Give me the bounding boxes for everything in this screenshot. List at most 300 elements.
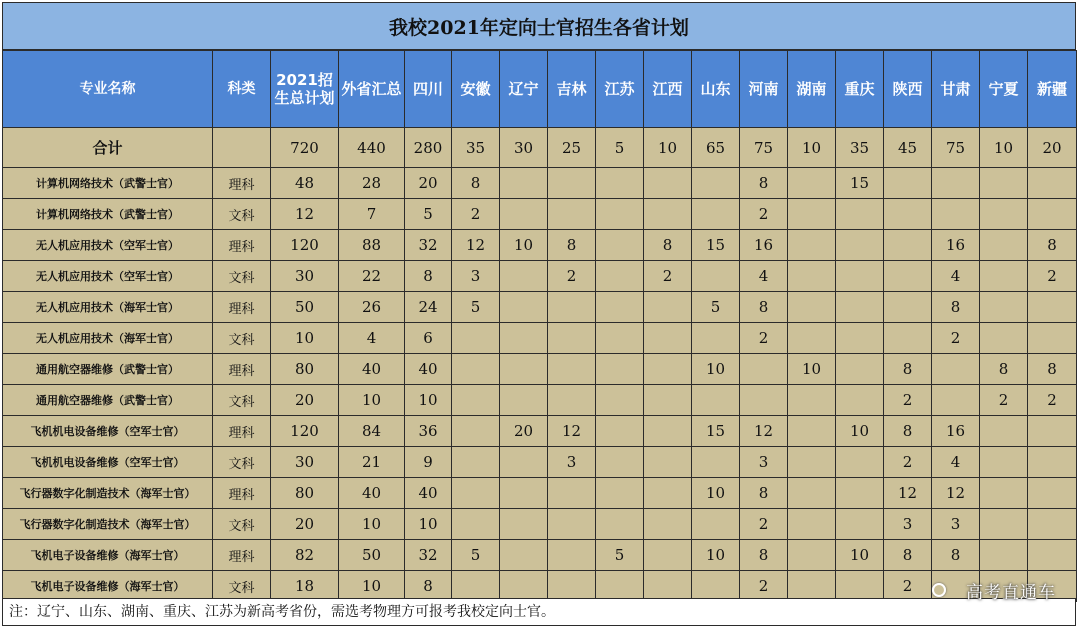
quota-cell xyxy=(980,416,1028,447)
quota-cell: 26 xyxy=(339,292,405,323)
table-row xyxy=(3,230,1077,261)
header-type: 科类 xyxy=(213,51,271,128)
major-name: 飞行器数字化制造技术（海军士官） xyxy=(3,509,213,540)
table-row xyxy=(3,416,1077,447)
header-province: 湖南 xyxy=(788,51,836,128)
quota-cell xyxy=(500,261,548,292)
quota-cell: 8 xyxy=(932,540,980,571)
quota-cell xyxy=(452,509,500,540)
quota-cell xyxy=(500,571,548,602)
quota-cell: 2 xyxy=(740,323,788,354)
total-cell: 25 xyxy=(548,128,596,168)
quota-cell: 2 xyxy=(884,571,932,602)
quota-cell: 50 xyxy=(271,292,339,323)
quota-cell xyxy=(548,478,596,509)
major-name: 飞行器数字化制造技术（海军士官） xyxy=(3,478,213,509)
quota-cell: 10 xyxy=(500,230,548,261)
quota-cell xyxy=(884,261,932,292)
quota-cell xyxy=(836,230,884,261)
quota-cell xyxy=(980,478,1028,509)
quota-cell: 8 xyxy=(1028,354,1077,385)
quota-cell: 8 xyxy=(644,230,692,261)
total-cell: 720 xyxy=(271,128,339,168)
footnote: 注：辽宁、山东、湖南、重庆、江苏为新高考省份，需选考物理方可报考我校定向士官。 xyxy=(2,598,1076,626)
quota-cell: 7 xyxy=(339,199,405,230)
table-row xyxy=(3,509,1077,540)
quota-cell xyxy=(1028,292,1077,323)
subject-type: 文科 xyxy=(213,261,271,292)
quota-cell xyxy=(932,354,980,385)
quota-cell xyxy=(644,199,692,230)
header-province: 甘肃 xyxy=(932,51,980,128)
subject-type: 文科 xyxy=(213,509,271,540)
quota-cell xyxy=(1028,199,1077,230)
quota-cell xyxy=(980,199,1028,230)
major-name: 通用航空器维修（武警士官） xyxy=(3,354,213,385)
quota-cell xyxy=(692,571,740,602)
subject-type: 文科 xyxy=(213,385,271,416)
quota-cell xyxy=(836,292,884,323)
watermark-text: 高考直通车 xyxy=(966,583,1056,603)
quota-cell xyxy=(596,292,644,323)
quota-cell xyxy=(1028,447,1077,478)
quota-cell xyxy=(1028,416,1077,447)
quota-cell: 8 xyxy=(884,354,932,385)
total-cell: 20 xyxy=(1028,128,1077,168)
subject-type: 文科 xyxy=(213,323,271,354)
quota-cell xyxy=(644,509,692,540)
quota-cell: 8 xyxy=(1028,230,1077,261)
quota-cell xyxy=(884,230,932,261)
total-cell: 30 xyxy=(500,128,548,168)
quota-cell xyxy=(788,385,836,416)
header-province: 四川 xyxy=(405,51,452,128)
quota-cell xyxy=(596,354,644,385)
quota-cell: 16 xyxy=(932,230,980,261)
quota-cell: 32 xyxy=(405,540,452,571)
major-name: 计算机网络技术（武警士官） xyxy=(3,168,213,199)
quota-cell xyxy=(692,385,740,416)
quota-cell: 15 xyxy=(692,230,740,261)
quota-cell: 12 xyxy=(548,416,596,447)
quota-cell xyxy=(500,168,548,199)
subject-type: 理科 xyxy=(213,416,271,447)
quota-cell xyxy=(884,323,932,354)
quota-cell: 10 xyxy=(339,571,405,602)
quota-cell xyxy=(548,292,596,323)
table-row xyxy=(3,292,1077,323)
quota-cell: 5 xyxy=(405,199,452,230)
quota-cell: 3 xyxy=(452,261,500,292)
quota-cell: 3 xyxy=(932,509,980,540)
quota-cell xyxy=(692,323,740,354)
quota-cell xyxy=(932,199,980,230)
quota-cell xyxy=(788,447,836,478)
quota-cell: 2 xyxy=(980,385,1028,416)
total-label: 合计 xyxy=(3,128,213,168)
quota-cell xyxy=(788,261,836,292)
table-row xyxy=(3,385,1077,416)
quota-cell xyxy=(836,447,884,478)
watermark-icon xyxy=(932,583,946,597)
header-province: 陕西 xyxy=(884,51,932,128)
quota-cell xyxy=(500,385,548,416)
quota-cell xyxy=(1028,168,1077,199)
quota-cell: 12 xyxy=(932,478,980,509)
major-name: 计算机网络技术（武警士官） xyxy=(3,199,213,230)
quota-cell xyxy=(788,199,836,230)
quota-cell xyxy=(932,168,980,199)
header-province: 河南 xyxy=(740,51,788,128)
quota-cell: 20 xyxy=(271,385,339,416)
total-cell: 75 xyxy=(932,128,980,168)
major-name: 飞机电子设备维修（海军士官） xyxy=(3,571,213,602)
quota-cell: 10 xyxy=(788,354,836,385)
quota-cell xyxy=(644,292,692,323)
quota-cell: 8 xyxy=(740,292,788,323)
quota-cell: 8 xyxy=(884,540,932,571)
subject-type: 理科 xyxy=(213,540,271,571)
quota-cell: 2 xyxy=(740,571,788,602)
quota-cell: 3 xyxy=(884,509,932,540)
quota-cell: 2 xyxy=(740,199,788,230)
quota-cell: 5 xyxy=(692,292,740,323)
quota-cell: 8 xyxy=(980,354,1028,385)
quota-cell: 8 xyxy=(405,261,452,292)
quota-cell: 120 xyxy=(271,230,339,261)
quota-cell: 2 xyxy=(740,509,788,540)
page-title: 我校2021年定向士官招生各省计划 xyxy=(2,2,1076,50)
quota-cell: 80 xyxy=(271,478,339,509)
total-cell: 35 xyxy=(452,128,500,168)
quota-cell xyxy=(644,168,692,199)
major-name: 通用航空器维修（武警士官） xyxy=(3,385,213,416)
quota-cell: 10 xyxy=(836,416,884,447)
quota-cell: 4 xyxy=(932,447,980,478)
quota-cell xyxy=(500,478,548,509)
quota-cell xyxy=(500,292,548,323)
quota-cell: 2 xyxy=(1028,261,1077,292)
header-province: 辽宁 xyxy=(500,51,548,128)
major-name: 飞机机电设备维修（空军士官） xyxy=(3,447,213,478)
subject-type: 文科 xyxy=(213,447,271,478)
quota-cell: 8 xyxy=(884,416,932,447)
quota-cell: 16 xyxy=(932,416,980,447)
quota-cell xyxy=(836,385,884,416)
quota-cell: 50 xyxy=(339,540,405,571)
quota-cell xyxy=(452,478,500,509)
quota-cell xyxy=(500,199,548,230)
quota-cell xyxy=(980,540,1028,571)
header-province: 新疆 xyxy=(1028,51,1077,128)
quota-cell xyxy=(980,323,1028,354)
quota-cell: 10 xyxy=(339,509,405,540)
quota-cell xyxy=(692,447,740,478)
quota-cell xyxy=(788,230,836,261)
quota-cell: 40 xyxy=(339,354,405,385)
major-name: 飞机电子设备维修（海军士官） xyxy=(3,540,213,571)
quota-cell: 12 xyxy=(271,199,339,230)
quota-cell xyxy=(644,540,692,571)
subject-type: 文科 xyxy=(213,571,271,602)
quota-cell: 4 xyxy=(740,261,788,292)
quota-cell xyxy=(548,354,596,385)
quota-cell: 8 xyxy=(740,168,788,199)
table-row xyxy=(3,478,1077,509)
quota-cell xyxy=(596,416,644,447)
quota-cell xyxy=(980,447,1028,478)
major-name: 无人机应用技术（空军士官） xyxy=(3,230,213,261)
quota-cell xyxy=(644,354,692,385)
quota-cell: 3 xyxy=(740,447,788,478)
quota-cell xyxy=(644,447,692,478)
quota-cell xyxy=(1028,540,1077,571)
quota-cell: 18 xyxy=(271,571,339,602)
quota-cell: 12 xyxy=(452,230,500,261)
quota-cell xyxy=(692,199,740,230)
quota-cell: 5 xyxy=(452,292,500,323)
header-total: 2021招生总计划 xyxy=(271,51,339,128)
quota-cell: 2 xyxy=(548,261,596,292)
quota-cell: 5 xyxy=(452,540,500,571)
quota-cell xyxy=(788,168,836,199)
quota-cell xyxy=(596,168,644,199)
quota-cell: 2 xyxy=(932,323,980,354)
quota-cell xyxy=(596,509,644,540)
quota-cell xyxy=(452,447,500,478)
quota-cell: 12 xyxy=(740,416,788,447)
quota-cell: 10 xyxy=(405,385,452,416)
quota-cell xyxy=(596,571,644,602)
total-cell: 45 xyxy=(884,128,932,168)
quota-cell: 82 xyxy=(271,540,339,571)
quota-cell: 4 xyxy=(932,261,980,292)
quota-cell xyxy=(836,571,884,602)
major-name: 无人机应用技术（空军士官） xyxy=(3,261,213,292)
quota-cell xyxy=(980,292,1028,323)
quota-cell xyxy=(548,540,596,571)
total-row xyxy=(3,128,1077,168)
subject-type: 理科 xyxy=(213,354,271,385)
quota-cell: 40 xyxy=(339,478,405,509)
quota-cell xyxy=(644,416,692,447)
quota-cell xyxy=(980,261,1028,292)
quota-cell xyxy=(980,168,1028,199)
subject-type: 理科 xyxy=(213,168,271,199)
quota-cell xyxy=(692,168,740,199)
total-cell: 75 xyxy=(740,128,788,168)
quota-cell: 2 xyxy=(644,261,692,292)
quota-cell xyxy=(596,261,644,292)
quota-cell xyxy=(788,571,836,602)
quota-cell: 2 xyxy=(452,199,500,230)
quota-cell xyxy=(980,509,1028,540)
quota-cell xyxy=(836,354,884,385)
quota-cell: 10 xyxy=(692,540,740,571)
quota-cell: 21 xyxy=(339,447,405,478)
header-province: 安徽 xyxy=(452,51,500,128)
subject-type: 理科 xyxy=(213,230,271,261)
quota-cell xyxy=(788,323,836,354)
header-province: 山东 xyxy=(692,51,740,128)
quota-cell xyxy=(596,478,644,509)
table-row xyxy=(3,540,1077,571)
quota-cell xyxy=(644,323,692,354)
quota-cell xyxy=(1028,323,1077,354)
quota-cell xyxy=(452,323,500,354)
quota-cell xyxy=(980,230,1028,261)
quota-cell xyxy=(500,354,548,385)
header-major: 专业名称 xyxy=(3,51,213,128)
subject-type: 理科 xyxy=(213,478,271,509)
quota-cell xyxy=(452,385,500,416)
quota-cell: 4 xyxy=(339,323,405,354)
quota-cell: 40 xyxy=(405,478,452,509)
table-row xyxy=(3,199,1077,230)
header-province: 宁夏 xyxy=(980,51,1028,128)
quota-cell xyxy=(548,323,596,354)
header-province: 吉林 xyxy=(548,51,596,128)
quota-cell xyxy=(788,509,836,540)
quota-cell xyxy=(1028,509,1077,540)
quota-cell: 40 xyxy=(405,354,452,385)
quota-cell xyxy=(644,571,692,602)
quota-cell xyxy=(884,168,932,199)
quota-cell xyxy=(836,509,884,540)
quota-cell: 8 xyxy=(548,230,596,261)
quota-cell: 30 xyxy=(271,261,339,292)
header-province: 重庆 xyxy=(836,51,884,128)
quota-cell: 2 xyxy=(884,385,932,416)
quota-cell: 10 xyxy=(692,354,740,385)
quota-cell xyxy=(500,540,548,571)
quota-cell xyxy=(500,447,548,478)
quota-cell: 8 xyxy=(405,571,452,602)
quota-cell: 84 xyxy=(339,416,405,447)
total-cell: 10 xyxy=(788,128,836,168)
header-province: 江苏 xyxy=(596,51,644,128)
quota-cell: 2 xyxy=(1028,385,1077,416)
quota-cell xyxy=(884,199,932,230)
quota-cell xyxy=(692,509,740,540)
quota-cell: 48 xyxy=(271,168,339,199)
quota-cell: 20 xyxy=(271,509,339,540)
quota-cell xyxy=(788,540,836,571)
quota-cell xyxy=(596,323,644,354)
quota-cell xyxy=(740,385,788,416)
quota-cell: 10 xyxy=(405,509,452,540)
total-cell: 10 xyxy=(980,128,1028,168)
quota-cell xyxy=(452,571,500,602)
quota-cell: 3 xyxy=(548,447,596,478)
major-name: 飞机机电设备维修（空军士官） xyxy=(3,416,213,447)
quota-cell xyxy=(596,199,644,230)
quota-cell xyxy=(596,385,644,416)
quota-cell: 2 xyxy=(884,447,932,478)
quota-cell xyxy=(548,509,596,540)
quota-cell xyxy=(788,292,836,323)
quota-cell: 36 xyxy=(405,416,452,447)
quota-cell: 8 xyxy=(932,292,980,323)
quota-cell: 80 xyxy=(271,354,339,385)
quota-cell xyxy=(1028,478,1077,509)
subject-type: 理科 xyxy=(213,292,271,323)
table-row xyxy=(3,323,1077,354)
table-row xyxy=(3,168,1077,199)
quota-cell xyxy=(644,478,692,509)
table-row xyxy=(3,571,1077,602)
quota-cell xyxy=(548,199,596,230)
quota-cell xyxy=(500,323,548,354)
quota-cell: 9 xyxy=(405,447,452,478)
quota-cell xyxy=(596,447,644,478)
quota-cell xyxy=(884,292,932,323)
total-cell: 5 xyxy=(596,128,644,168)
quota-cell xyxy=(692,261,740,292)
quota-cell xyxy=(836,199,884,230)
quota-cell: 6 xyxy=(405,323,452,354)
quota-cell xyxy=(548,385,596,416)
quota-cell xyxy=(548,571,596,602)
subject-type: 文科 xyxy=(213,199,271,230)
quota-cell xyxy=(788,416,836,447)
quota-cell: 15 xyxy=(692,416,740,447)
quota-cell: 88 xyxy=(339,230,405,261)
quota-cell: 32 xyxy=(405,230,452,261)
quota-cell: 16 xyxy=(740,230,788,261)
total-cell: 440 xyxy=(339,128,405,168)
quota-cell xyxy=(836,478,884,509)
total-cell: 35 xyxy=(836,128,884,168)
table-row xyxy=(3,354,1077,385)
total-cell: 10 xyxy=(644,128,692,168)
total-cell: 65 xyxy=(692,128,740,168)
major-name: 无人机应用技术（海军士官） xyxy=(3,323,213,354)
header-province: 江西 xyxy=(644,51,692,128)
quota-cell xyxy=(500,509,548,540)
table-header-row xyxy=(3,51,1077,128)
quota-cell: 28 xyxy=(339,168,405,199)
quota-cell: 20 xyxy=(500,416,548,447)
quota-cell: 8 xyxy=(740,478,788,509)
quota-cell xyxy=(548,168,596,199)
quota-cell: 8 xyxy=(452,168,500,199)
table-row xyxy=(3,261,1077,292)
quota-cell: 5 xyxy=(596,540,644,571)
quota-cell: 15 xyxy=(836,168,884,199)
major-name: 无人机应用技术（海军士官） xyxy=(3,292,213,323)
quota-cell: 8 xyxy=(740,540,788,571)
quota-cell xyxy=(836,323,884,354)
total-cell: 280 xyxy=(405,128,452,168)
quota-cell xyxy=(740,354,788,385)
quota-cell: 120 xyxy=(271,416,339,447)
quota-cell: 10 xyxy=(271,323,339,354)
table-row xyxy=(3,447,1077,478)
quota-cell xyxy=(596,230,644,261)
quota-cell: 10 xyxy=(692,478,740,509)
quota-cell xyxy=(836,261,884,292)
province-plan-table xyxy=(2,50,1077,602)
quota-cell: 10 xyxy=(339,385,405,416)
header-outside: 外省汇总 xyxy=(339,51,405,128)
quota-cell xyxy=(644,385,692,416)
quota-cell xyxy=(452,354,500,385)
quota-cell: 24 xyxy=(405,292,452,323)
quota-cell xyxy=(452,416,500,447)
quota-cell: 30 xyxy=(271,447,339,478)
quota-cell: 22 xyxy=(339,261,405,292)
